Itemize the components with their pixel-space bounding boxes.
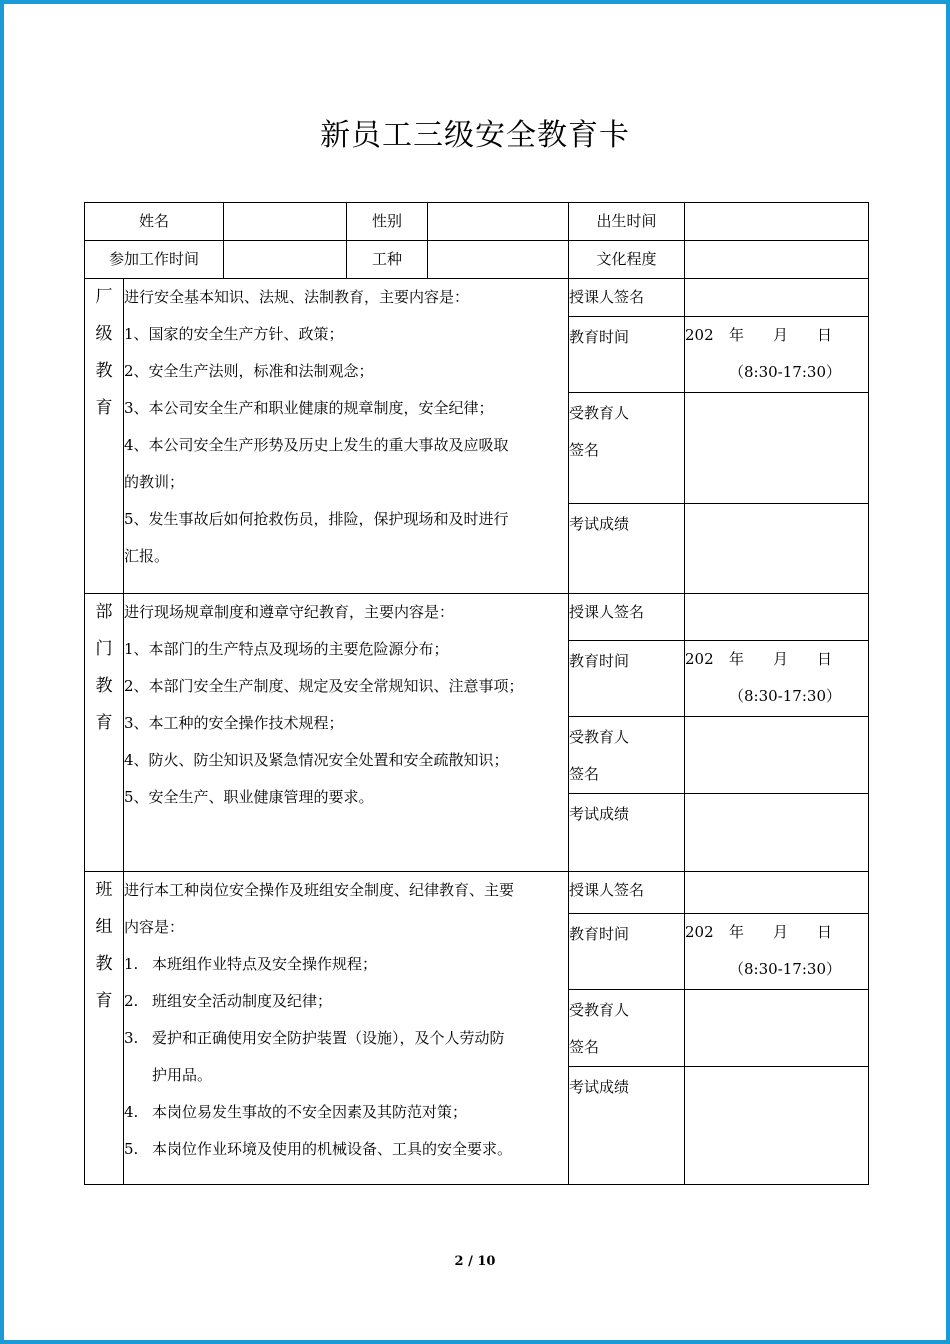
instructor-sign-label: 授课人签名 [569,279,685,317]
job-type-label: 工种 [347,241,428,279]
list-item: 2. 班组安全活动制度及纪律； [124,992,333,1010]
exam-score-label: 考试成绩 [569,504,685,594]
trainee-sign-field[interactable] [685,990,869,1067]
instructor-sign-label: 授课人签名 [569,872,685,914]
work-start-field[interactable] [224,241,347,279]
section-department-label: 部 门 教 育 [85,594,124,872]
birth-field[interactable] [685,203,869,241]
edu-time-field[interactable]: 202 年 月 日 （8:30-17:30） [685,641,869,717]
exam-score-field[interactable] [685,504,869,594]
trainee-sign-field[interactable] [685,393,869,504]
exam-score-label: 考试成绩 [569,1067,685,1185]
education-field[interactable] [685,241,869,279]
education-label: 文化程度 [569,241,685,279]
trainee-sign-label: 受教育人 签名 [569,717,685,794]
work-start-label: 参加工作时间 [85,241,224,279]
birth-label: 出生时间 [569,203,685,241]
list-item: 5. 本岗位作业环境及使用的机械设备、工具的安全要求。 [124,1140,513,1158]
section-factory-content: 进行安全基本知识、法规、法制教育，主要内容是： 1、国家的安全生产方针、政策； 2、安全生产法则，标准和法制观念； 3、本公司安全生产和职业健康的规章制度，安全纪律； 4、本公司安全生产形势及历史上发生的重大事故及应吸取 的教训； 5、发生事故后如何抢救伤员，排险，保护现场和及时进行 汇报。 [124,279,569,594]
exam-score-field[interactable] [685,794,869,872]
job-type-field[interactable] [428,241,569,279]
trainee-sign-label: 受教育人 签名 [569,990,685,1067]
edu-time-label: 教育时间 [569,914,685,990]
edu-time-field[interactable]: 202 年 月 日 （8:30-17:30） [685,914,869,990]
edu-time-label: 教育时间 [569,317,685,393]
name-field[interactable] [224,203,347,241]
exam-score-label: 考试成绩 [569,794,685,872]
gender-field[interactable] [428,203,569,241]
section-team-content: 进行本工种岗位安全操作及班组安全制度、纪律教育、主要 内容是： 1. 本班组作业特点及安全操作规程； 2. 班组安全活动制度及纪律； 3. 爱护和正确使用安全防护装置（设施），及个人劳动防 护用品。 4. 本岗位易发生事故的不安全因素及其防范对策； 5. 本岗位作业环境及使用的机械设备、工具的安全要求。 [124,872,569,1185]
instructor-sign-field[interactable] [685,872,869,914]
name-label: 姓名 [85,203,224,241]
exam-score-field[interactable] [685,1067,869,1185]
list-item: 1. 本班组作业特点及安全操作规程； [124,955,378,973]
edu-time-field[interactable]: 202 年 月 日 （8:30-17:30） [685,317,869,393]
edu-time-label: 教育时间 [569,641,685,717]
list-item: 4. 本岗位易发生事故的不安全因素及其防范对策； [124,1103,468,1121]
education-card-table [84,202,869,1185]
section-team-label: 班 组 教 育 [85,872,124,1185]
section-department-content: 进行现场规章制度和遵章守纪教育，主要内容是： 1、本部门的生产特点及现场的主要危险源分布； 2、本部门安全生产制度、规定及安全常规知识、注意事项； 3、本工种的安全操作技术规程； 4、防火、防尘知识及紧急情况安全处置和安全疏散知识； 5、安全生产、职业健康管理的要求。 [124,594,569,872]
gender-label: 性别 [347,203,428,241]
trainee-sign-field[interactable] [685,717,869,794]
instructor-sign-field[interactable] [685,594,869,641]
instructor-sign-field[interactable] [685,279,869,317]
page-title: 新员工三级安全教育卡 [320,118,630,153]
page-number: 2 / 10 [454,1254,496,1269]
instructor-sign-label: 授课人签名 [569,594,685,641]
trainee-sign-label: 受教育人 签名 [569,393,685,504]
section-factory-label: 厂 级 教 育 [85,279,124,594]
list-item: 3. 爱护和正确使用安全防护装置（设施），及个人劳动防 [124,1029,505,1047]
